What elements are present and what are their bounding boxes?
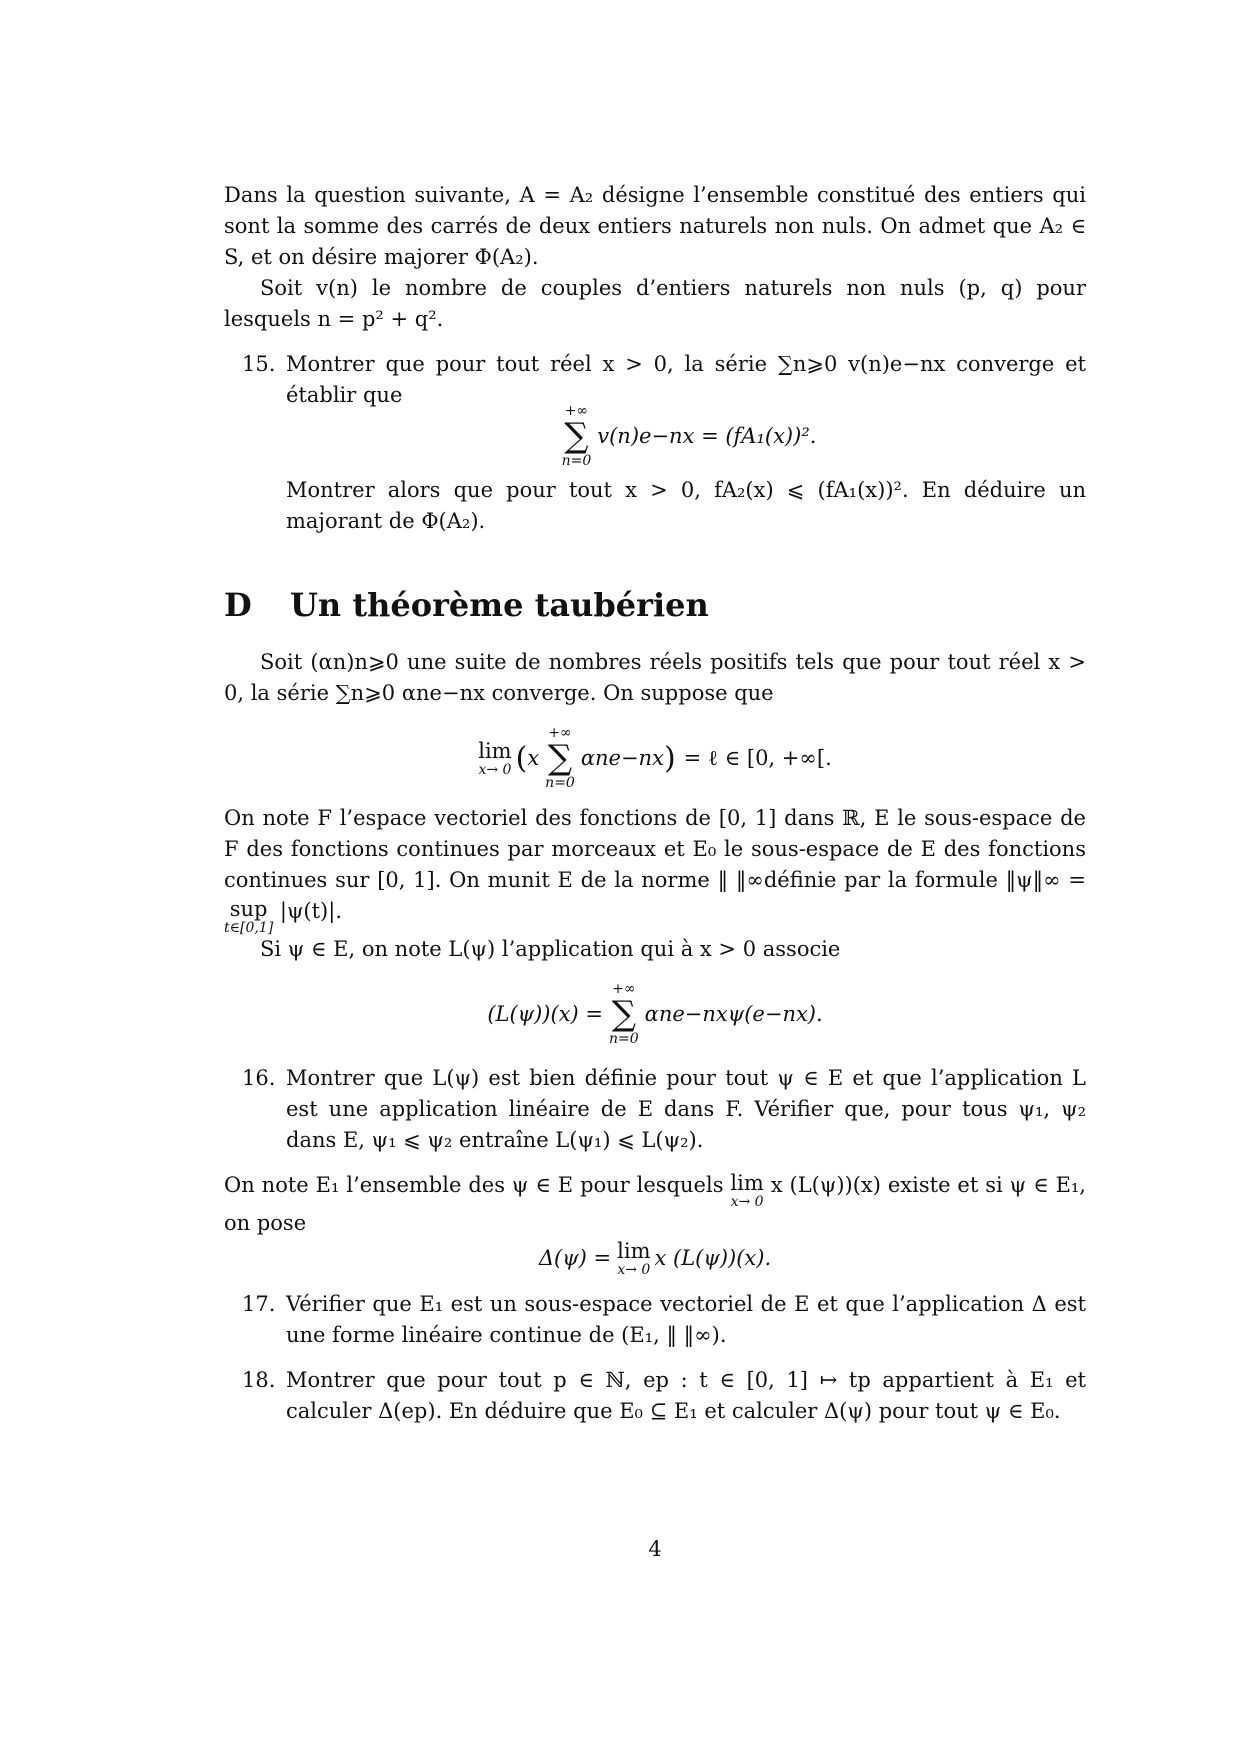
question-15-formula <box>286 403 1086 469</box>
question-18 <box>224 1365 1086 1427</box>
page <box>224 180 1086 1561</box>
question-15 <box>224 349 1086 537</box>
sum-operator <box>562 403 592 469</box>
E1-before: On note E₁ l’ensemble des ψ ∈ E pour lesquels <box>224 1173 724 1197</box>
question-15-text: Montrer que pour tout réel x > 0, la série ∑n⩾0 v(n)e−nx converge et établir que <box>286 352 1086 407</box>
limit-operator <box>617 1239 650 1277</box>
left-paren: ( <box>515 740 528 776</box>
intro-paragraph-1: Dans la question suivante, A = A₂ désigne l’ensemble constitué des entiers qui sont la somme des carrés de deux entiers naturels non nuls. On admet que A₂ ∈ S, et on désire majorer Φ(A₂). <box>224 183 1086 269</box>
right-paren: ) <box>663 740 676 776</box>
inline-limit <box>730 1170 763 1208</box>
lim-subscript: x→ 0 <box>730 1194 764 1210</box>
sum-upper-limit: +∞ <box>564 403 589 419</box>
sum-upper-limit: +∞ <box>548 725 572 741</box>
sup-after: |ψ(t)|. <box>279 899 342 923</box>
partD-paragraph-1: Soit (αn)n⩾0 une suite de nombres réels positifs tels que pour tout réel x > 0, la série ∑n⩾0 αne−nx converge. On suppose que <box>224 650 1086 705</box>
page-number: 4 <box>648 1537 662 1561</box>
delta-left: Δ(ψ) = <box>538 1245 612 1270</box>
lim-subscript: x→ 0 <box>478 762 512 778</box>
sum-lower-limit: n=0 <box>609 1031 639 1047</box>
sigma-symbol: ∑ <box>564 416 589 456</box>
intro-paragraph-2: Soit v(n) le nombre de couples d’entiers naturels non nuls (p, q) pour lesquels n = p² + q². <box>224 276 1086 331</box>
delta-formula <box>224 1239 1086 1277</box>
sum-lower-limit: n=0 <box>561 453 592 469</box>
sup-operator <box>224 896 273 934</box>
lim-result: = ℓ ∈ [0, +∞[. <box>683 745 832 770</box>
E1-definition <box>224 1170 1086 1239</box>
lim-word: lim <box>730 1171 764 1195</box>
sup-subscript: t∈[0,1] <box>224 920 274 936</box>
question-18-text: Montrer que pour tout p ∈ ℕ, ep : t ∈ [0, 1] ↦ tp appartient à E₁ et calculer Δ(ep). En déduire que E₀ ⊆ E₁ et calculer Δ(ψ) pour tout ψ ∈ E₀. <box>286 1368 1086 1423</box>
L-formula <box>224 981 1086 1047</box>
sum-operator <box>609 981 639 1047</box>
question-number: 16. <box>242 1066 276 1090</box>
lim-x: x <box>527 745 540 770</box>
lim-subscript: x→ 0 <box>617 1262 651 1278</box>
question-number: 15. <box>242 352 276 376</box>
lim-word: lim <box>617 1239 651 1263</box>
partD-paragraph-2 <box>224 803 1086 934</box>
delta-right: x (L(ψ))(x). <box>654 1245 772 1270</box>
section-title: Un théorème taubérien <box>290 586 709 624</box>
L-right: αne−nxψ(e−nx). <box>644 1001 823 1026</box>
lim-word: lim <box>478 739 512 763</box>
sum-operator <box>545 725 575 791</box>
formula-text: v(n)e−nx = (fA₁(x))². <box>597 423 817 448</box>
E1-after: x (L(ψ))(x) existe et si ψ ∈ E₁, on pose <box>224 1173 1086 1235</box>
limit-formula <box>224 725 1086 791</box>
question-16-text: Montrer que L(ψ) est bien définie pour tout ψ ∈ E et que l’application L est une application linéaire de E dans F. Vérifier que, pour tous ψ₁, ψ₂ dans E, ψ₁ ⩽ ψ₂ entraîne L(ψ₁) ⩽ L(ψ₂). <box>286 1066 1086 1152</box>
sum-lower-limit: n=0 <box>545 775 575 791</box>
norm-definition-text: On note F l’espace vectoriel des fonctions de [0, 1] dans ℝ, E le sous-espace de F des fonctions continues par morceaux et E₀ le sous-espace de E des fonctions continues sur [0, 1]. On munit E de la norme ‖ ‖∞définie par la formule ‖ψ‖∞ = <box>224 806 1086 892</box>
question-number: 17. <box>242 1292 276 1316</box>
sigma-symbol: ∑ <box>547 738 573 778</box>
sup-word: sup <box>229 897 268 921</box>
lim-term: αne−nx <box>580 745 664 770</box>
sigma-symbol: ∑ <box>611 994 636 1034</box>
L-left: (L(ψ))(x) = <box>487 1001 603 1026</box>
question-17 <box>224 1289 1086 1351</box>
partD-paragraph-3: Si ψ ∈ E, on note L(ψ) l’application qui à x > 0 associe <box>260 937 841 961</box>
question-15-text-2: Montrer alors que pour tout x > 0, fA₂(x) ⩽ (fA₁(x))². En déduire un majorant de Φ(A₂). <box>286 478 1086 533</box>
question-16 <box>224 1063 1086 1156</box>
section-letter: D <box>224 586 252 624</box>
section-heading <box>224 585 1086 625</box>
question-number: 18. <box>242 1368 276 1392</box>
question-17-text: Vérifier que E₁ est un sous-espace vectoriel de E et que l’application Δ est une forme linéaire continue de (E₁, ‖ ‖∞). <box>286 1292 1086 1347</box>
limit-operator <box>478 739 511 777</box>
sum-upper-limit: +∞ <box>612 981 636 997</box>
